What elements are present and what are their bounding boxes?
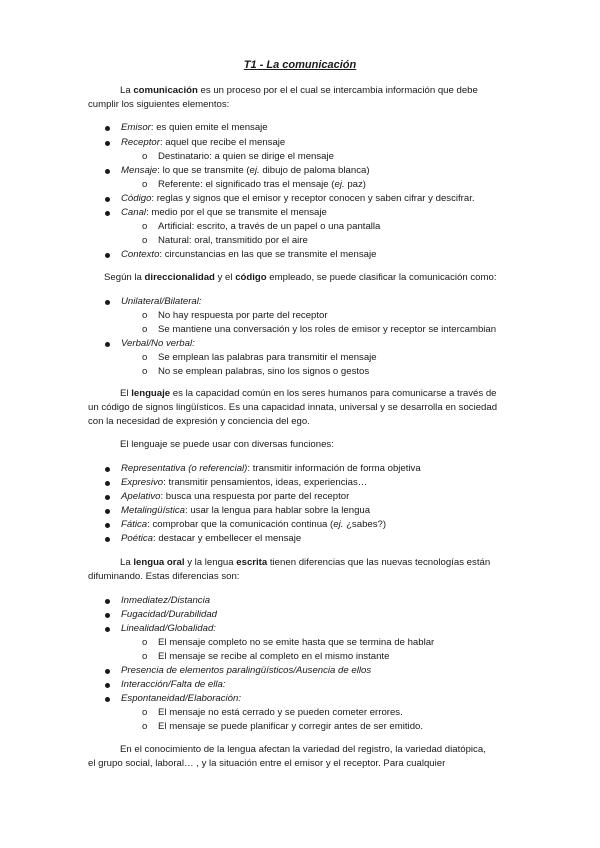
bullet-icon (105, 342, 110, 347)
list-item: Emisor: es quien emite el mensaje (121, 122, 268, 133)
sub-list-item: Natural: oral, transmitido por el aire (158, 235, 308, 246)
lengua-line-1: La lengua oral y la lengua escrita tienen diferencias que las nuevas tecnologías están (120, 557, 491, 568)
intro-line-1: La comunicación es un proceso por el el cual se intercambia información que debe (120, 85, 478, 96)
list-item: Expresivo: transmitir pensamientos, ideas, experiencias… (121, 477, 368, 488)
list-item: Interacción/Falta de ella: (121, 679, 226, 690)
circle-bullet-icon: o (142, 366, 148, 377)
list-item: Verbal/No verbal: (121, 338, 195, 349)
sub-list-item: No se emplean palabras, sino los signos o gestos (158, 366, 370, 377)
bullet-icon (105, 509, 110, 514)
classification-line: Según la direccionalidad y el código empleado, se puede clasificar la comunicación como: (104, 272, 497, 283)
sub-list-item: El mensaje no está cerrado y se pueden cometer errores. (158, 707, 403, 718)
list-item: Apelativo: busca una respuesta por parte del receptor (121, 491, 350, 502)
bullet-icon (105, 697, 110, 702)
list-item: Representativa (o referencial): transmitir información de forma objetiva (121, 463, 421, 474)
lenguaje-line-2: un código de signos lingüísticos. Es una capacidad innata, universal y se desarrolla en sociedad (88, 402, 498, 413)
list-item: Espontaneidad/Elaboración: (121, 693, 242, 704)
list-item: Unilateral/Bilateral: (121, 296, 202, 307)
bullet-icon (105, 599, 110, 604)
sub-list-item: El mensaje se recibe al completo en el mismo instante (158, 651, 390, 662)
bullet-icon (105, 169, 110, 174)
circle-bullet-icon: o (142, 352, 148, 363)
circle-bullet-icon: o (142, 151, 148, 162)
list-item: Fugacidad/Durabilidad (121, 609, 217, 620)
page-title: T1 - La comunicación (243, 59, 357, 71)
sub-list-item: Se mantiene una conversación y los roles de emisor y receptor se intercambian (158, 324, 497, 335)
sub-list-item: El mensaje se puede planificar y corregir antes de ser emitido. (158, 721, 424, 732)
funciones-intro: El lenguaje se puede usar con diversas funciones: (120, 439, 334, 450)
sub-list-item: El mensaje completo no se emite hasta que se termina de hablar (158, 637, 435, 648)
closing-line-2: el grupo social, laboral… , y la situación entre el emisor y el receptor. Para cualquier (88, 758, 446, 769)
sub-list-item: No hay respuesta por parte del receptor (158, 310, 328, 321)
bullet-icon (105, 627, 110, 632)
circle-bullet-icon: o (142, 310, 148, 321)
lenguaje-line-3: con la necesidad de expresión y conciencia del ego. (88, 416, 310, 427)
list-item: Canal: medio por el que se transmite el mensaje (121, 207, 327, 218)
list-item: Código: reglas y signos que el emisor y receptor conocen y saben cifrar y descifrar. (121, 193, 475, 204)
lenguaje-line-1: El lenguaje es la capacidad común en los seres humanos para comunicarse a través de (120, 388, 497, 399)
bullet-icon (105, 253, 110, 258)
bullet-icon (105, 683, 110, 688)
list-item: Linealidad/Globalidad: (121, 623, 216, 634)
list-item: Poética: destacar y embellecer el mensaje (121, 533, 302, 544)
list-item: Presencia de elementos paralingüísticos/Ausencia de ellos (121, 665, 372, 676)
closing-line-1: En el conocimiento de la lengua afectan la variedad del registro, la variedad diatópica, (120, 744, 486, 755)
sub-list-item: Referente: el significado tras el mensaje (ej. paz) (158, 179, 366, 190)
bullet-icon (105, 495, 110, 500)
bullet-icon (105, 141, 110, 146)
circle-bullet-icon: o (142, 707, 148, 718)
circle-bullet-icon: o (142, 651, 148, 662)
bullet-icon (105, 211, 110, 216)
circle-bullet-icon: o (142, 324, 148, 335)
bullet-icon (105, 197, 110, 202)
sub-list-item: Destinatario: a quien se dirige el mensaje (158, 151, 334, 162)
circle-bullet-icon: o (142, 721, 148, 732)
bullet-icon (105, 669, 110, 674)
bullet-icon (105, 467, 110, 472)
sub-list-item: Se emplean las palabras para transmitir el mensaje (158, 352, 377, 363)
bullet-icon (105, 300, 110, 305)
circle-bullet-icon: o (142, 637, 148, 648)
bullet-icon (105, 126, 110, 131)
list-item: Inmediatez/Distancia (121, 595, 211, 606)
list-item: Fática: comprobar que la comunicación continua (ej. ¿sabes?) (121, 519, 387, 530)
lengua-line-2: difuminando. Estas diferencias son: (88, 571, 240, 582)
circle-bullet-icon: o (142, 235, 148, 246)
sub-list-item: Artificial: escrito, a través de un papel o una pantalla (158, 221, 381, 232)
bullet-icon (105, 481, 110, 486)
intro-line-2: cumplir los siguientes elementos: (88, 99, 230, 110)
circle-bullet-icon: o (142, 221, 148, 232)
bullet-icon (105, 537, 110, 542)
bullet-icon (105, 613, 110, 618)
circle-bullet-icon: o (142, 179, 148, 190)
list-item: Metalingüística: usar la lengua para hablar sobre la lengua (121, 505, 371, 516)
list-item: Contexto: circunstancias en las que se transmite el mensaje (121, 249, 377, 260)
list-item: Receptor: aquel que recibe el mensaje (121, 137, 286, 148)
bullet-icon (105, 523, 110, 528)
list-item: Mensaje: lo que se transmite (ej. dibujo de paloma blanca) (121, 165, 370, 176)
